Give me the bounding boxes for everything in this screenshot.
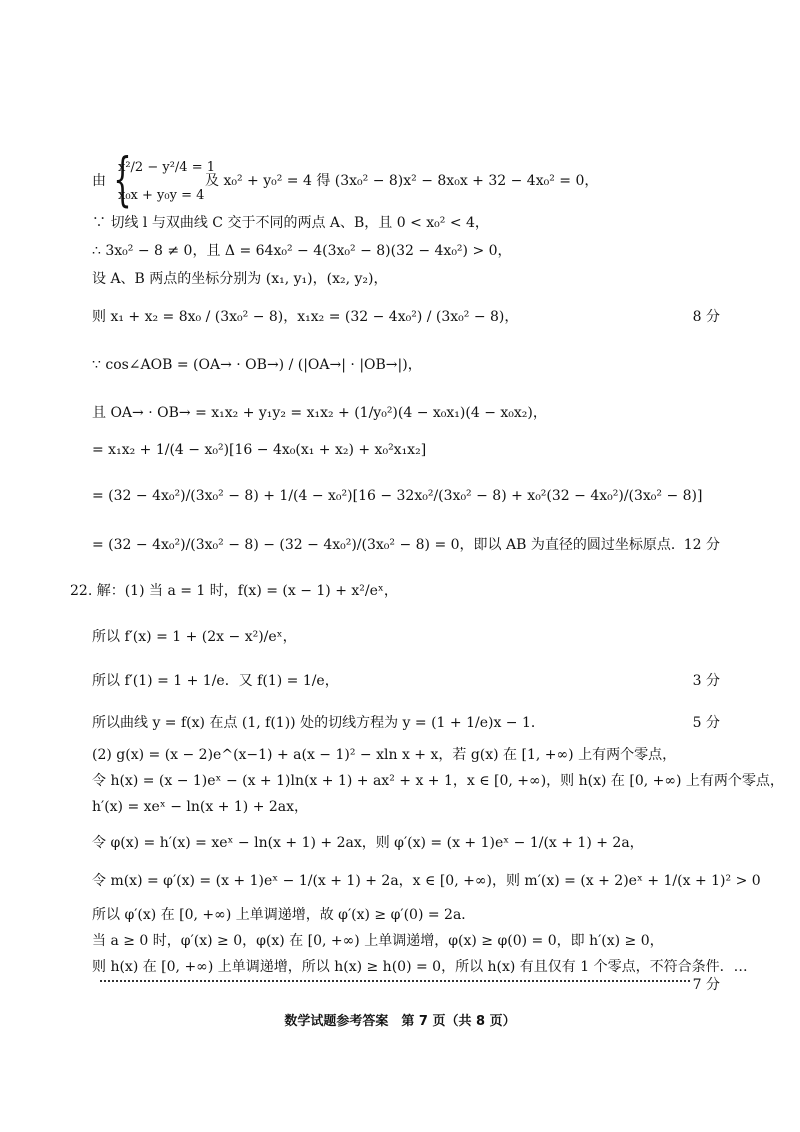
solution-line: 则 h(x) 在 [0, +∞) 上单调递增，所以 h(x) ≥ h(0) = 0，所以 h(x) 有且仅有 1 个零点，不符合条件．… [92,959,748,975]
solution-line: 当 a ≥ 0 时，φ′(x) ≥ 0，φ(x) 在 [0, +∞) 上单调递增，φ(x) ≥ φ(0) = 0，即 h′(x) ≥ 0， [92,933,664,949]
solution-line: 所以 f′(1) = 1 + 1/e．又 f(1) = 1/e， [92,673,339,689]
score-mark: 3 分 [692,673,720,689]
solution-line: 所以曲线 y = f(x) 在点 (1, f(1)) 处的切线方程为 y = (1 + 1/e)x − 1． [92,715,545,731]
system-equation-2: x₀x + y₀y = 4 [118,188,205,203]
solution-line: 22. 解：(1) 当 a = 1 时，f(x) = (x − 1) + x²/eˣ， [70,583,398,599]
solution-line: ∵ cos∠AOB = (OA→ · OB→) / (|OA→| · |OB→|)， [92,357,422,373]
solution-line: = (32 − 4x₀²)/(3x₀² − 8) − (32 − 4x₀²)/(3x₀² − 8) = 0，即以 AB 为直径的圆过坐标原点． [92,537,685,553]
solution-line: 所以 f′(x) = 1 + (2x − x²)/eˣ， [92,629,297,645]
system-brace: { [113,145,132,213]
dotted-leader [100,978,690,982]
score-mark: 8 分 [692,309,720,325]
solution-line: ∵ 切线 l 与双曲线 C 交于不同的两点 A、B，且 0 < x₀² < 4， [92,215,489,231]
solution-line: = x₁x₂ + 1/(4 − x₀²)[16 − 4x₀(x₁ + x₂) + x₀²x₁x₂] [92,442,427,458]
solution-line: ∴ 3x₀² − 8 ≠ 0，且 Δ = 64x₀² − 4(3x₀² − 8)(32 − 4x₀²) > 0， [92,243,512,259]
solution-line: 且 OA→ · OB→ = x₁x₂ + y₁y₂ = x₁x₂ + (1/y₀²)(4 − x₀x₁)(4 − x₀x₂)， [92,405,547,421]
solution-line: 所以 φ′(x) 在 [0, +∞) 上单调递增，故 φ′(x) ≥ φ′(0) = 2a． [92,907,476,923]
score-mark: 12 分 [683,537,720,553]
solution-line: (2) g(x) = (x − 2)e^(x−1) + a(x − 1)² − xln x + x，若 g(x) 在 [1, +∞) 上有两个零点， [92,747,677,763]
solution-line: 设 A、B 两点的坐标分别为 (x₁, y₁)，(x₂, y₂)， [92,271,388,287]
solution-line: 令 φ(x) = h′(x) = xeˣ − ln(x + 1) + 2ax，则 φ′(x) = (x + 1)eˣ − 1/(x + 1) + 2a， [92,835,644,851]
solution-line: 由 [92,173,106,189]
system-conclusion: 及 x₀² + y₀² = 4 得 (3x₀² − 8)x² − 8x₀x + 32 − 4x₀² = 0， [205,173,599,189]
solution-line: 则 x₁ + x₂ = 8x₀ / (3x₀² − 8)，x₁x₂ = (32 − 4x₀²) / (3x₀² − 8)， [92,309,519,325]
solution-line: 令 m(x) = φ′(x) = (x + 1)eˣ − 1/(x + 1) + 2a，x ∈ [0, +∞)，则 m′(x) = (x + 2)eˣ + 1/(x + 1)² > 0 [92,873,761,889]
solution-line: h′(x) = xeˣ − ln(x + 1) + 2ax， [92,799,309,815]
solution-line: 令 h(x) = (x − 1)eˣ − (x + 1)ln(x + 1) + ax² + x + 1，x ∈ [0, +∞)，则 h(x) 在 [0, +∞) 上有两个零点， [92,773,784,789]
page-footer: 数学试题参考答案 第 7 页（共 8 页） [284,1014,516,1029]
score-mark: 5 分 [692,715,720,731]
score-mark: 7 分 [692,977,720,993]
system-equation-1: x²/2 − y²/4 = 1 [118,160,215,175]
solution-line: = (32 − 4x₀²)/(3x₀² − 8) + 1/(4 − x₀²)[16 − 32x₀²/(3x₀² − 8) + x₀²(32 − 4x₀²)/(3x₀² − 8)] [92,488,703,504]
